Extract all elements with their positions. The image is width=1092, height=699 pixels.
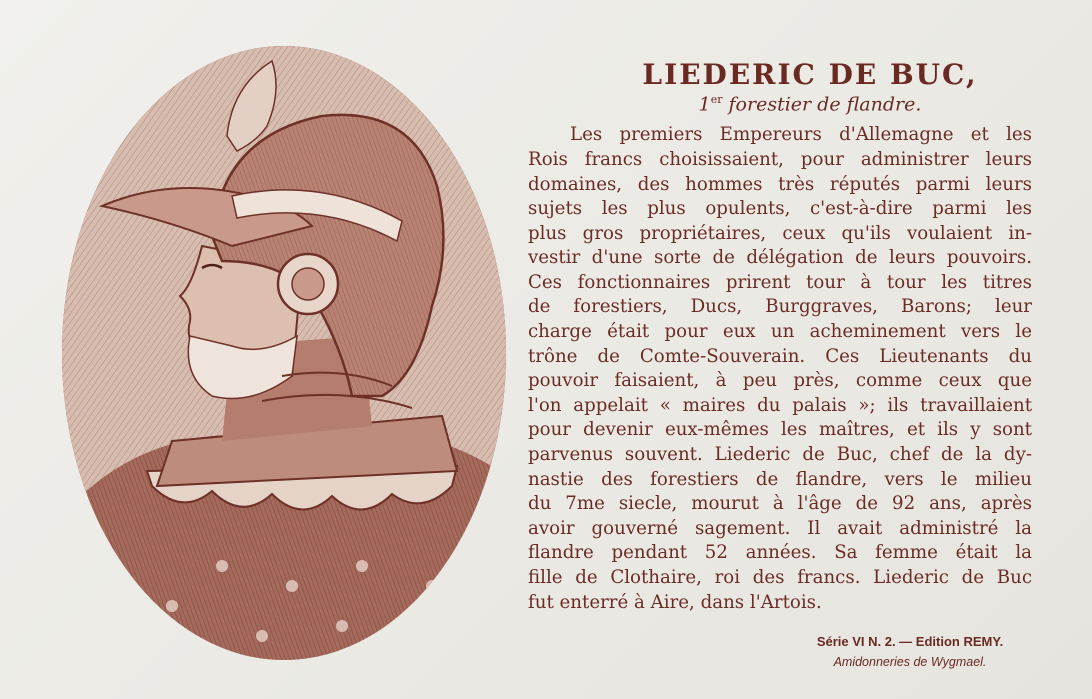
biography-line: l'on appelait « maires du palais »; ils travaillaient [528,394,1032,416]
biography-text [528,123,1032,615]
subtitle-text: forestier de flandre. [722,93,922,116]
biography-line: Ces fonctionnaires prirent tour à tour les titres [528,271,1032,293]
publisher-label: Amidonneries de Wygmael. [833,655,987,669]
text-column [528,58,1032,615]
biography-line: trône de Comte-Souverain. Ces Lieutenants du [528,345,1032,367]
biography-line: domaines, des hommes très réputés parmi leurs [528,173,1032,195]
biography-line: fille de Clothaire, roi des francs. Liederic de Buc [528,567,1032,589]
biography-line: flandre pendant 52 années. Sa femme était la [528,542,1032,564]
biography-line: plus gros propriétaires, ceux qu'ils voulaient in- [528,222,1032,244]
card-footer [760,634,1060,669]
biography-line: parvenus souvent. Liederic de Buc, chef de la dy- [528,444,1032,466]
portrait-engraving [62,46,506,660]
biography-line: vestir d'une sorte de délégation de leurs pouvoirs. [528,247,1032,269]
biography-line: charge était pour eux un acheminement vers le [528,321,1032,343]
biography-line: de forestiers, Ducs, Burggraves, Barons; leur [528,296,1032,318]
series-label: Série VI N. 2. — Edition REMY. [816,634,1004,649]
card-title: LIEDERIC DE BUC, [642,58,978,91]
biography-line: Les premiers Empereurs d'Allemagne et les [570,124,1032,146]
biography-line: pouvoir faisaient, à peu près, comme ceux que [528,370,1032,392]
biography-line: Rois francs choisissaient, pour administrer leurs [528,148,1032,170]
biography-line: pour devenir eux-mêmes les maîtres, et ils y sont [528,419,1032,441]
subtitle-ordinal: 1 [698,93,711,116]
biography-line: nastie des forestiers de flandre, vers le milieu [528,468,1032,490]
biography-line: fut enterré à Aire, dans l'Artois. [528,591,822,613]
subtitle-ordinal-suffix: er [710,93,723,106]
knight-portrait-icon [62,46,506,660]
card-subtitle [588,93,1032,115]
biography-line: avoir gouverné sagement. Il avait administré la [528,517,1032,539]
biography-line: du 7me siecle, mourut à l'âge de 92 ans, après [528,493,1032,515]
biography-line: sujets les plus opulents, c'est-à-dire parmi les [528,198,1032,220]
